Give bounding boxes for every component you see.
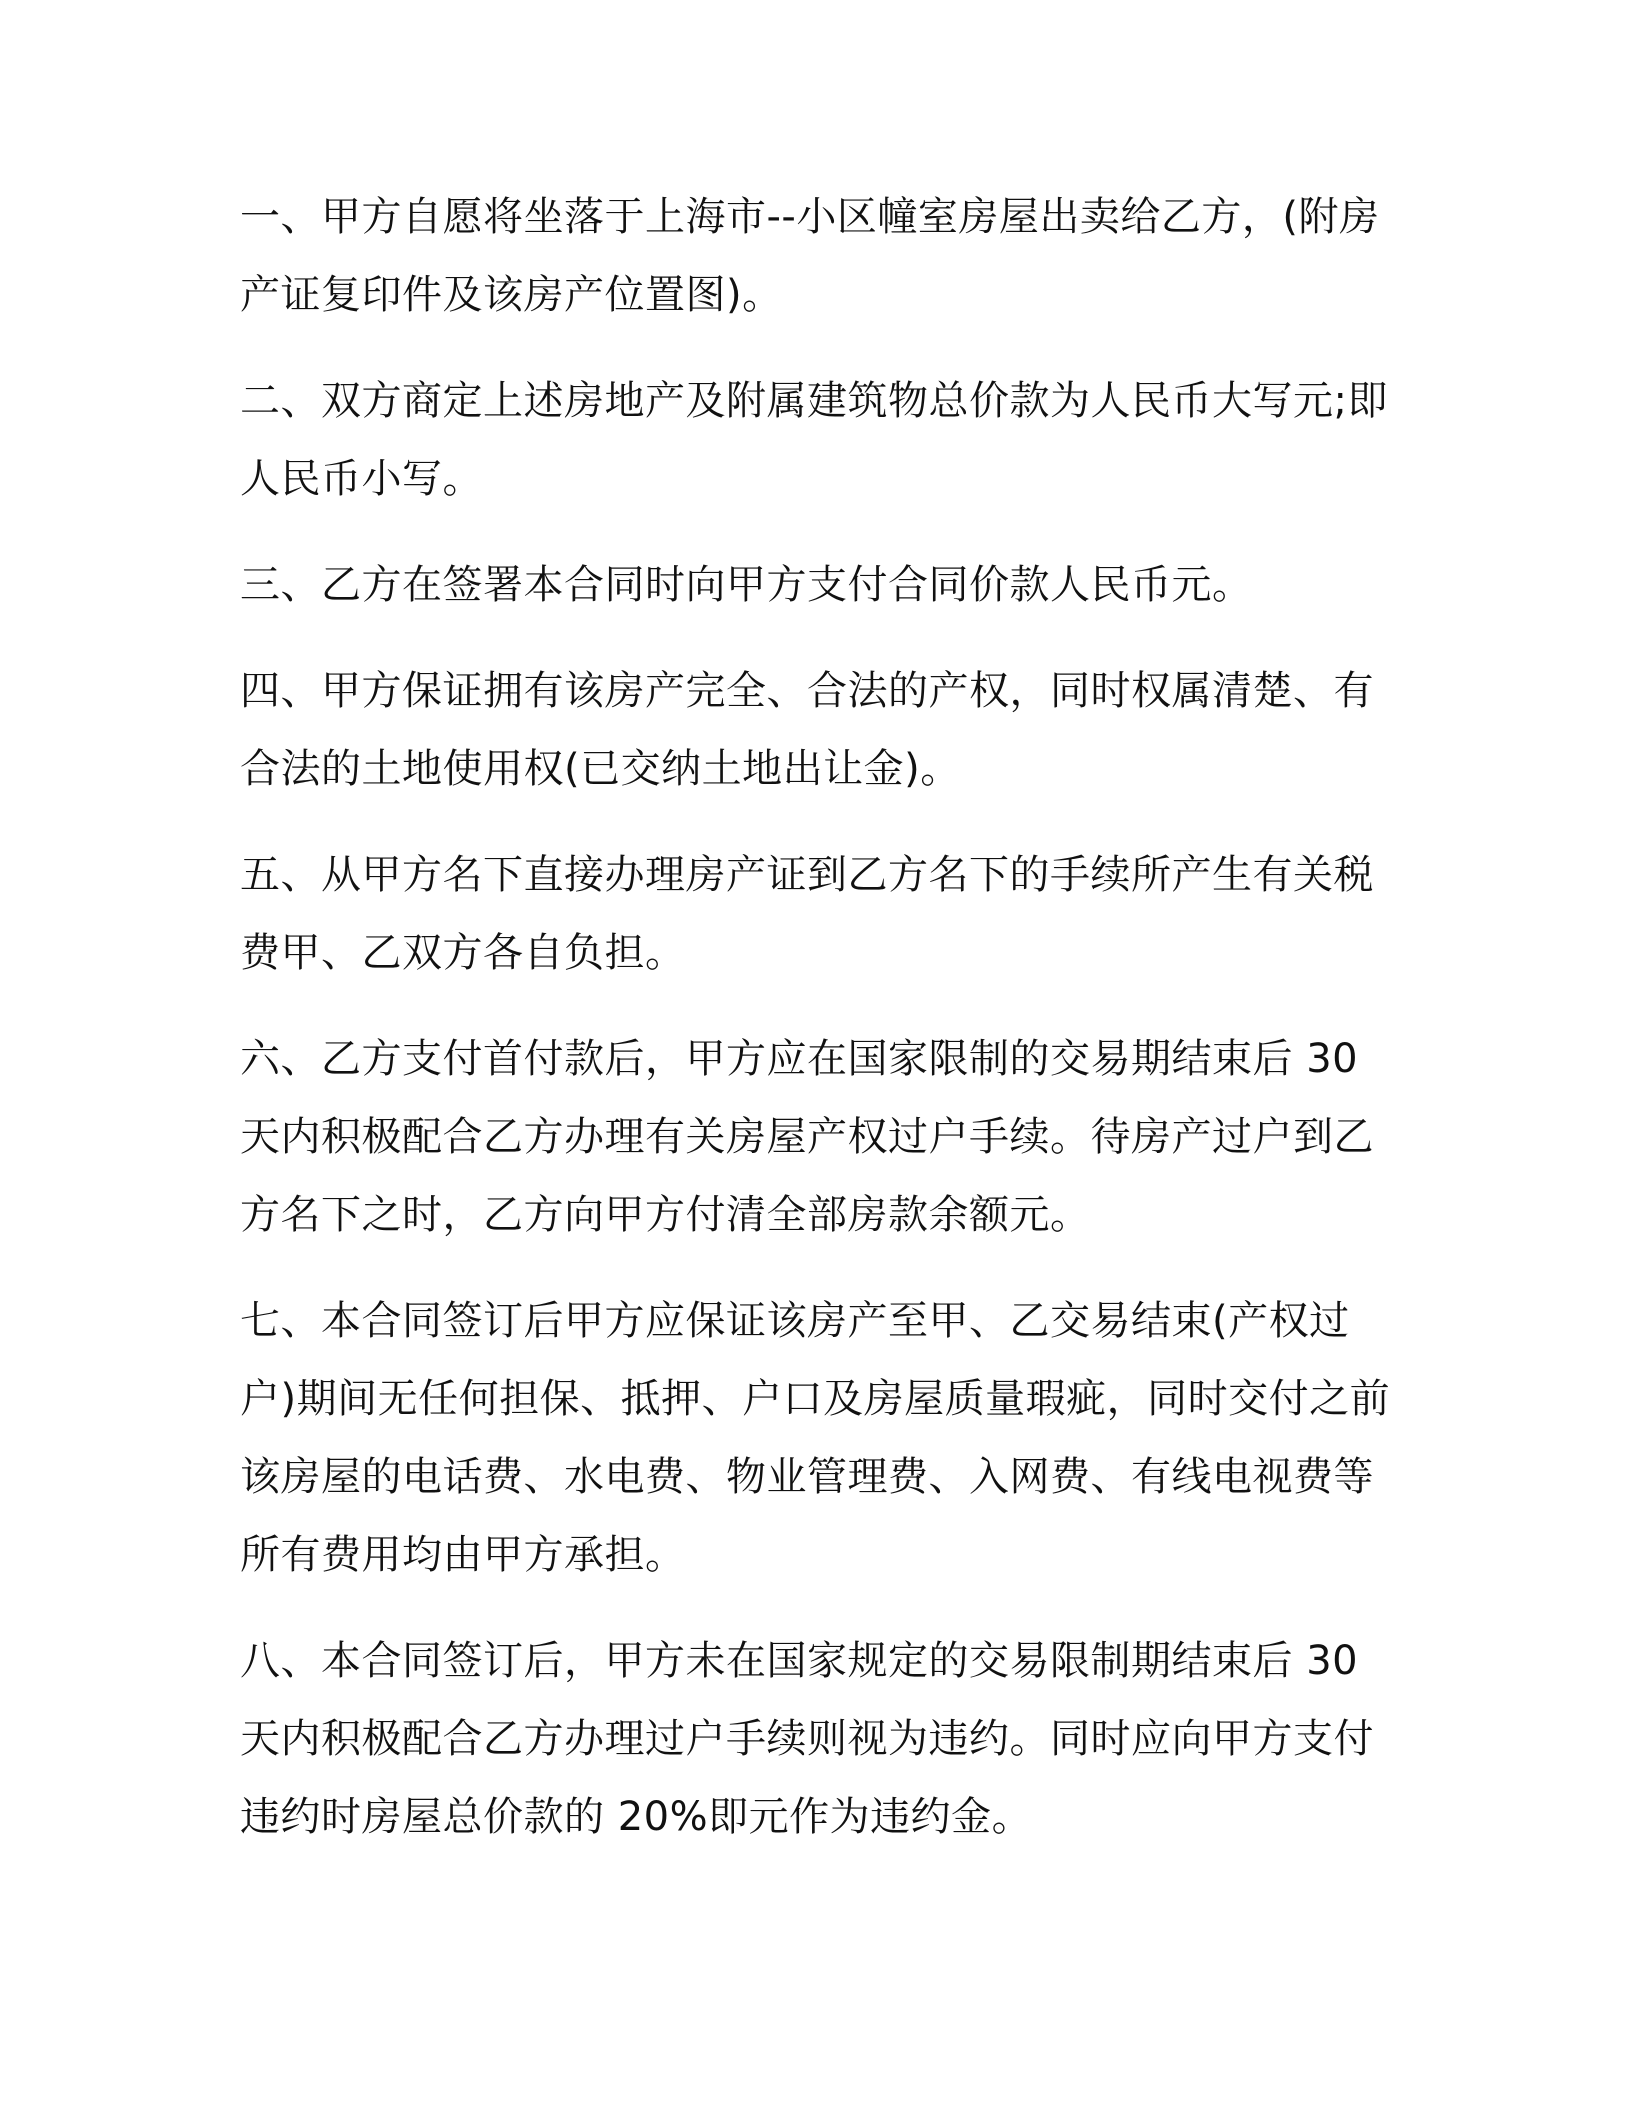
clause-7: 七、本合同签订后甲方应保证该房产至甲、乙交易结束(产权过户)期间无任何担保、抵押、户口及房屋质量瑕疵，同时交付之前该房屋的电话费、水电费、物业管理费、入网费、有线电视费等所有费用均由甲方承担。 bbox=[240, 1298, 1391, 1578]
clause-4: 四、甲方保证拥有该房产完全、合法的产权，同时权属清楚、有合法的土地使用权(已交纳土地出让金)。 bbox=[240, 668, 1374, 792]
clause-6: 六、乙方支付首付款后，甲方应在国家限制的交易期结束后 30 天内积极配合乙方办理有关房屋产权过户手续。待房产过户到乙方名下之时，乙方向甲方付清全部房款余额元。 bbox=[240, 1036, 1374, 1238]
clause-2: 二、双方商定上述房地产及附属建筑物总价款为人民币大写元;即人民币小写。 bbox=[240, 378, 1388, 502]
clause-3: 三、乙方在签署本合同时向甲方支付合同价款人民币元。 bbox=[240, 562, 1253, 608]
clause-1: 一、甲方自愿将坐落于上海市--小区幢室房屋出卖给乙方，(附房产证复印件及该房产位置图)。 bbox=[240, 194, 1380, 318]
clause-8: 八、本合同签订后，甲方未在国家规定的交易限制期结束后 30 天内积极配合乙方办理过户手续则视为违约。同时应向甲方支付违约时房屋总价款的 20%即元作为违约金。 bbox=[240, 1638, 1374, 1840]
clause-5: 五、从甲方名下直接办理房产证到乙方名下的手续所产生有关税费甲、乙双方各自负担。 bbox=[240, 852, 1374, 976]
contract-body bbox=[240, 178, 1400, 1856]
